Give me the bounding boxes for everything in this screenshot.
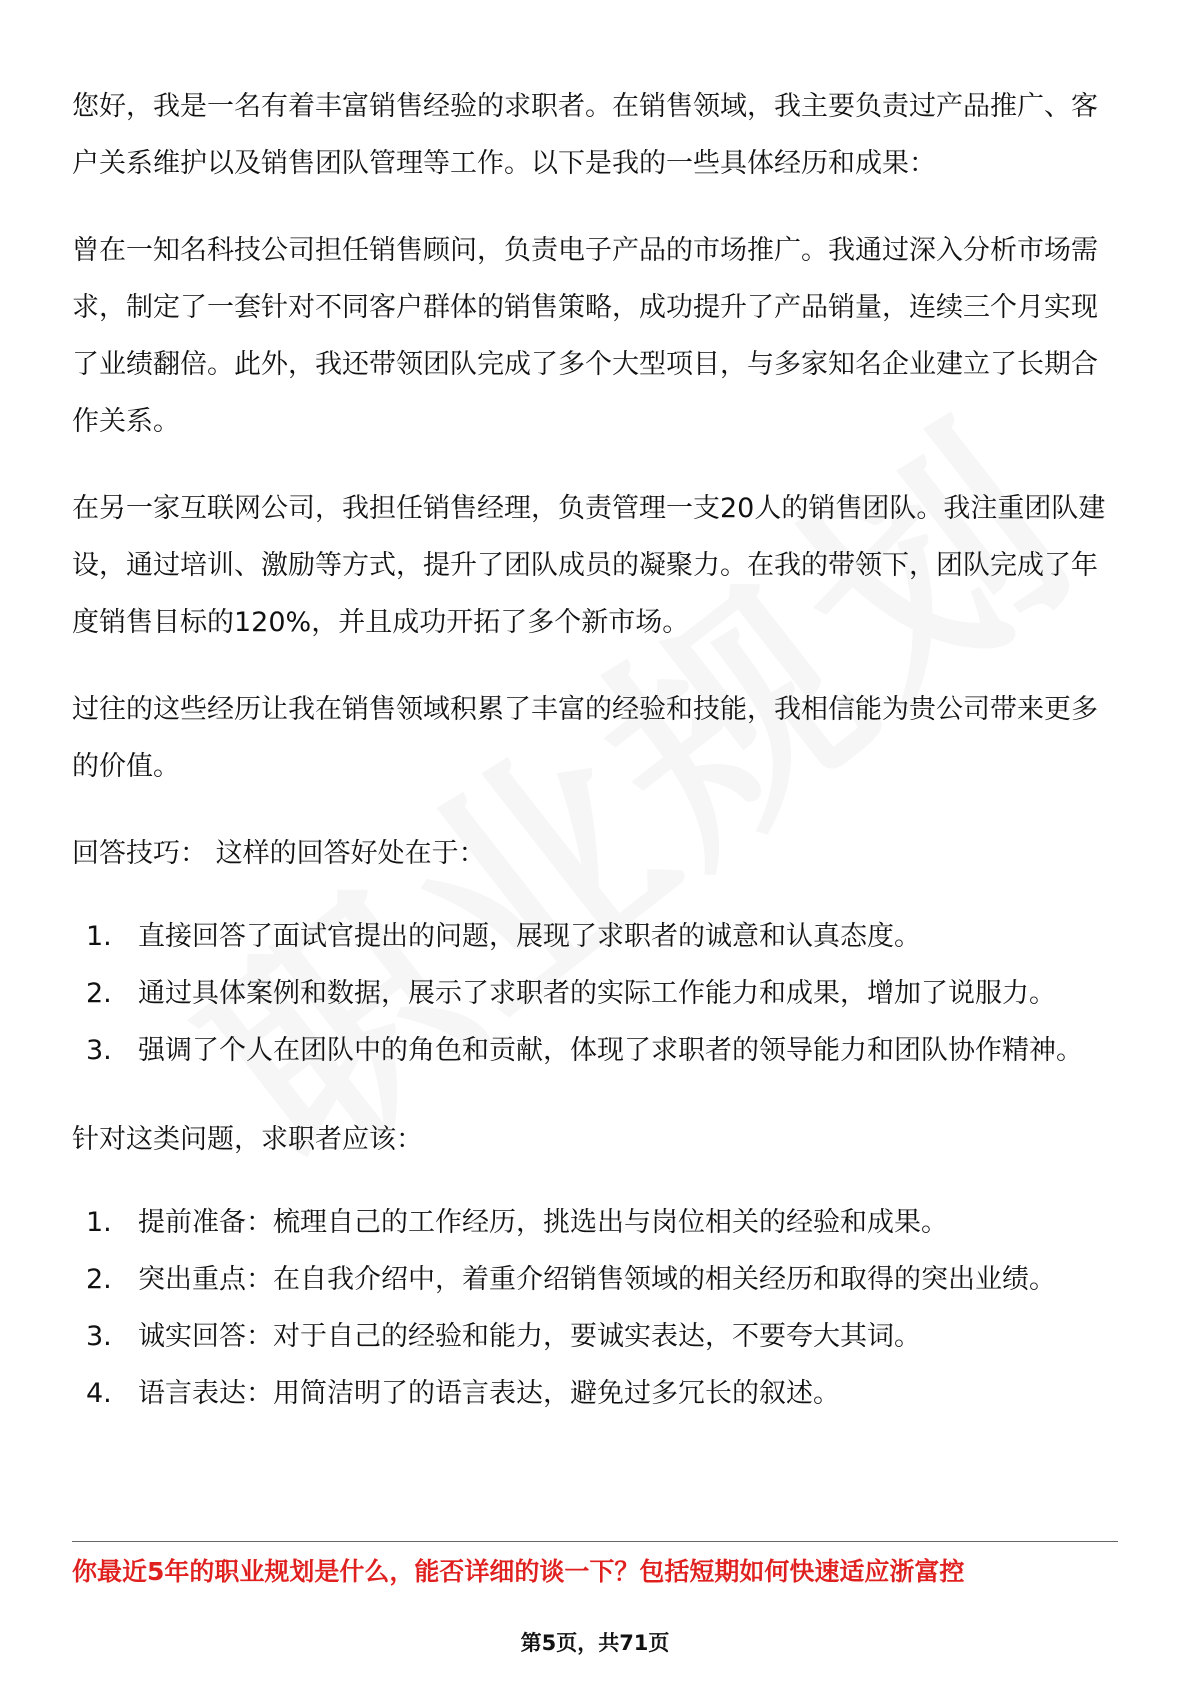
list-item-text: 强调了个人在团队中的角色和贡献，体现了求职者的领导能力和团队协作精神。 <box>138 1035 1083 1066</box>
intro-paragraph: 您好，我是一名有着丰富销售经验的求职者。在销售领域，我主要负责过产品推广、客户关系维护以及销售团队管理等工作。以下是我的一些具体经历和成果： <box>72 91 1098 179</box>
list-item-text: 直接回答了面试官提出的问题，展现了求职者的诚意和认真态度。 <box>138 921 921 952</box>
list-item <box>86 1308 1118 1365</box>
list-item <box>86 1022 1118 1079</box>
list-item-number: 2. <box>86 1264 112 1295</box>
list-item-number: 1. <box>86 921 112 952</box>
list-item <box>86 1251 1118 1308</box>
list-item <box>86 1194 1118 1251</box>
advice-list <box>72 1194 1118 1422</box>
list-item <box>86 1365 1118 1422</box>
list-item-number: 3. <box>86 1321 112 1352</box>
list-item-number: 1. <box>86 1207 112 1238</box>
conclusion-paragraph: 过往的这些经历让我在销售领域积累了丰富的经验和技能，我相信能为贵公司带来更多的价值。 <box>72 694 1098 782</box>
section-divider <box>72 1541 1118 1542</box>
advice-heading: 针对这类问题，求职者应该： <box>72 1124 423 1155</box>
list-item-text: 通过具体案例和数据，展示了求职者的实际工作能力和成果，增加了说服力。 <box>138 978 1056 1009</box>
tips-list <box>72 908 1118 1079</box>
list-item <box>86 965 1118 1022</box>
list-item-text: 诚实回答：对于自己的经验和能力，要诚实表达，不要夸大其词。 <box>138 1321 921 1352</box>
page-number-footer: 第5页，共71页 <box>520 1631 670 1655</box>
experience-paragraph-2: 在另一家互联网公司，我担任销售经理，负责管理一支20人的销售团队。我注重团队建设，通过培训、激励等方式，提升了团队成员的凝聚力。在我的带领下，团队完成了年度销售目标的120%，并且成功开拓了多个新市场。 <box>72 493 1106 638</box>
list-item <box>86 908 1118 965</box>
list-item-number: 3. <box>86 1035 112 1066</box>
list-item-text: 语言表达：用简洁明了的语言表达，避免过多冗长的叙述。 <box>138 1378 840 1409</box>
experience-paragraph-1: 曾在一知名科技公司担任销售顾问，负责电子产品的市场推广。我通过深入分析市场需求，制定了一套针对不同客户群体的销售策略，成功提升了产品销量，连续三个月实现了业绩翻倍。此外，我还带领团队完成了多个大型项目，与多家知名企业建立了长期合作关系。 <box>72 235 1098 437</box>
list-item-text: 提前准备：梳理自己的工作经历，挑选出与岗位相关的经验和成果。 <box>138 1207 948 1238</box>
tips-heading: 回答技巧： 这样的回答好处在于： <box>72 838 486 869</box>
list-item-number: 4. <box>86 1378 112 1409</box>
next-question-heading: 你最近5年的职业规划是什么，能否详细的谈一下？包括短期如何快速适应浙富控 <box>72 1557 965 1586</box>
list-item-text: 突出重点：在自我介绍中，着重介绍销售领域的相关经历和取得的突出业绩。 <box>138 1264 1056 1295</box>
list-item-number: 2. <box>86 978 112 1009</box>
page-content <box>72 78 1118 1454</box>
